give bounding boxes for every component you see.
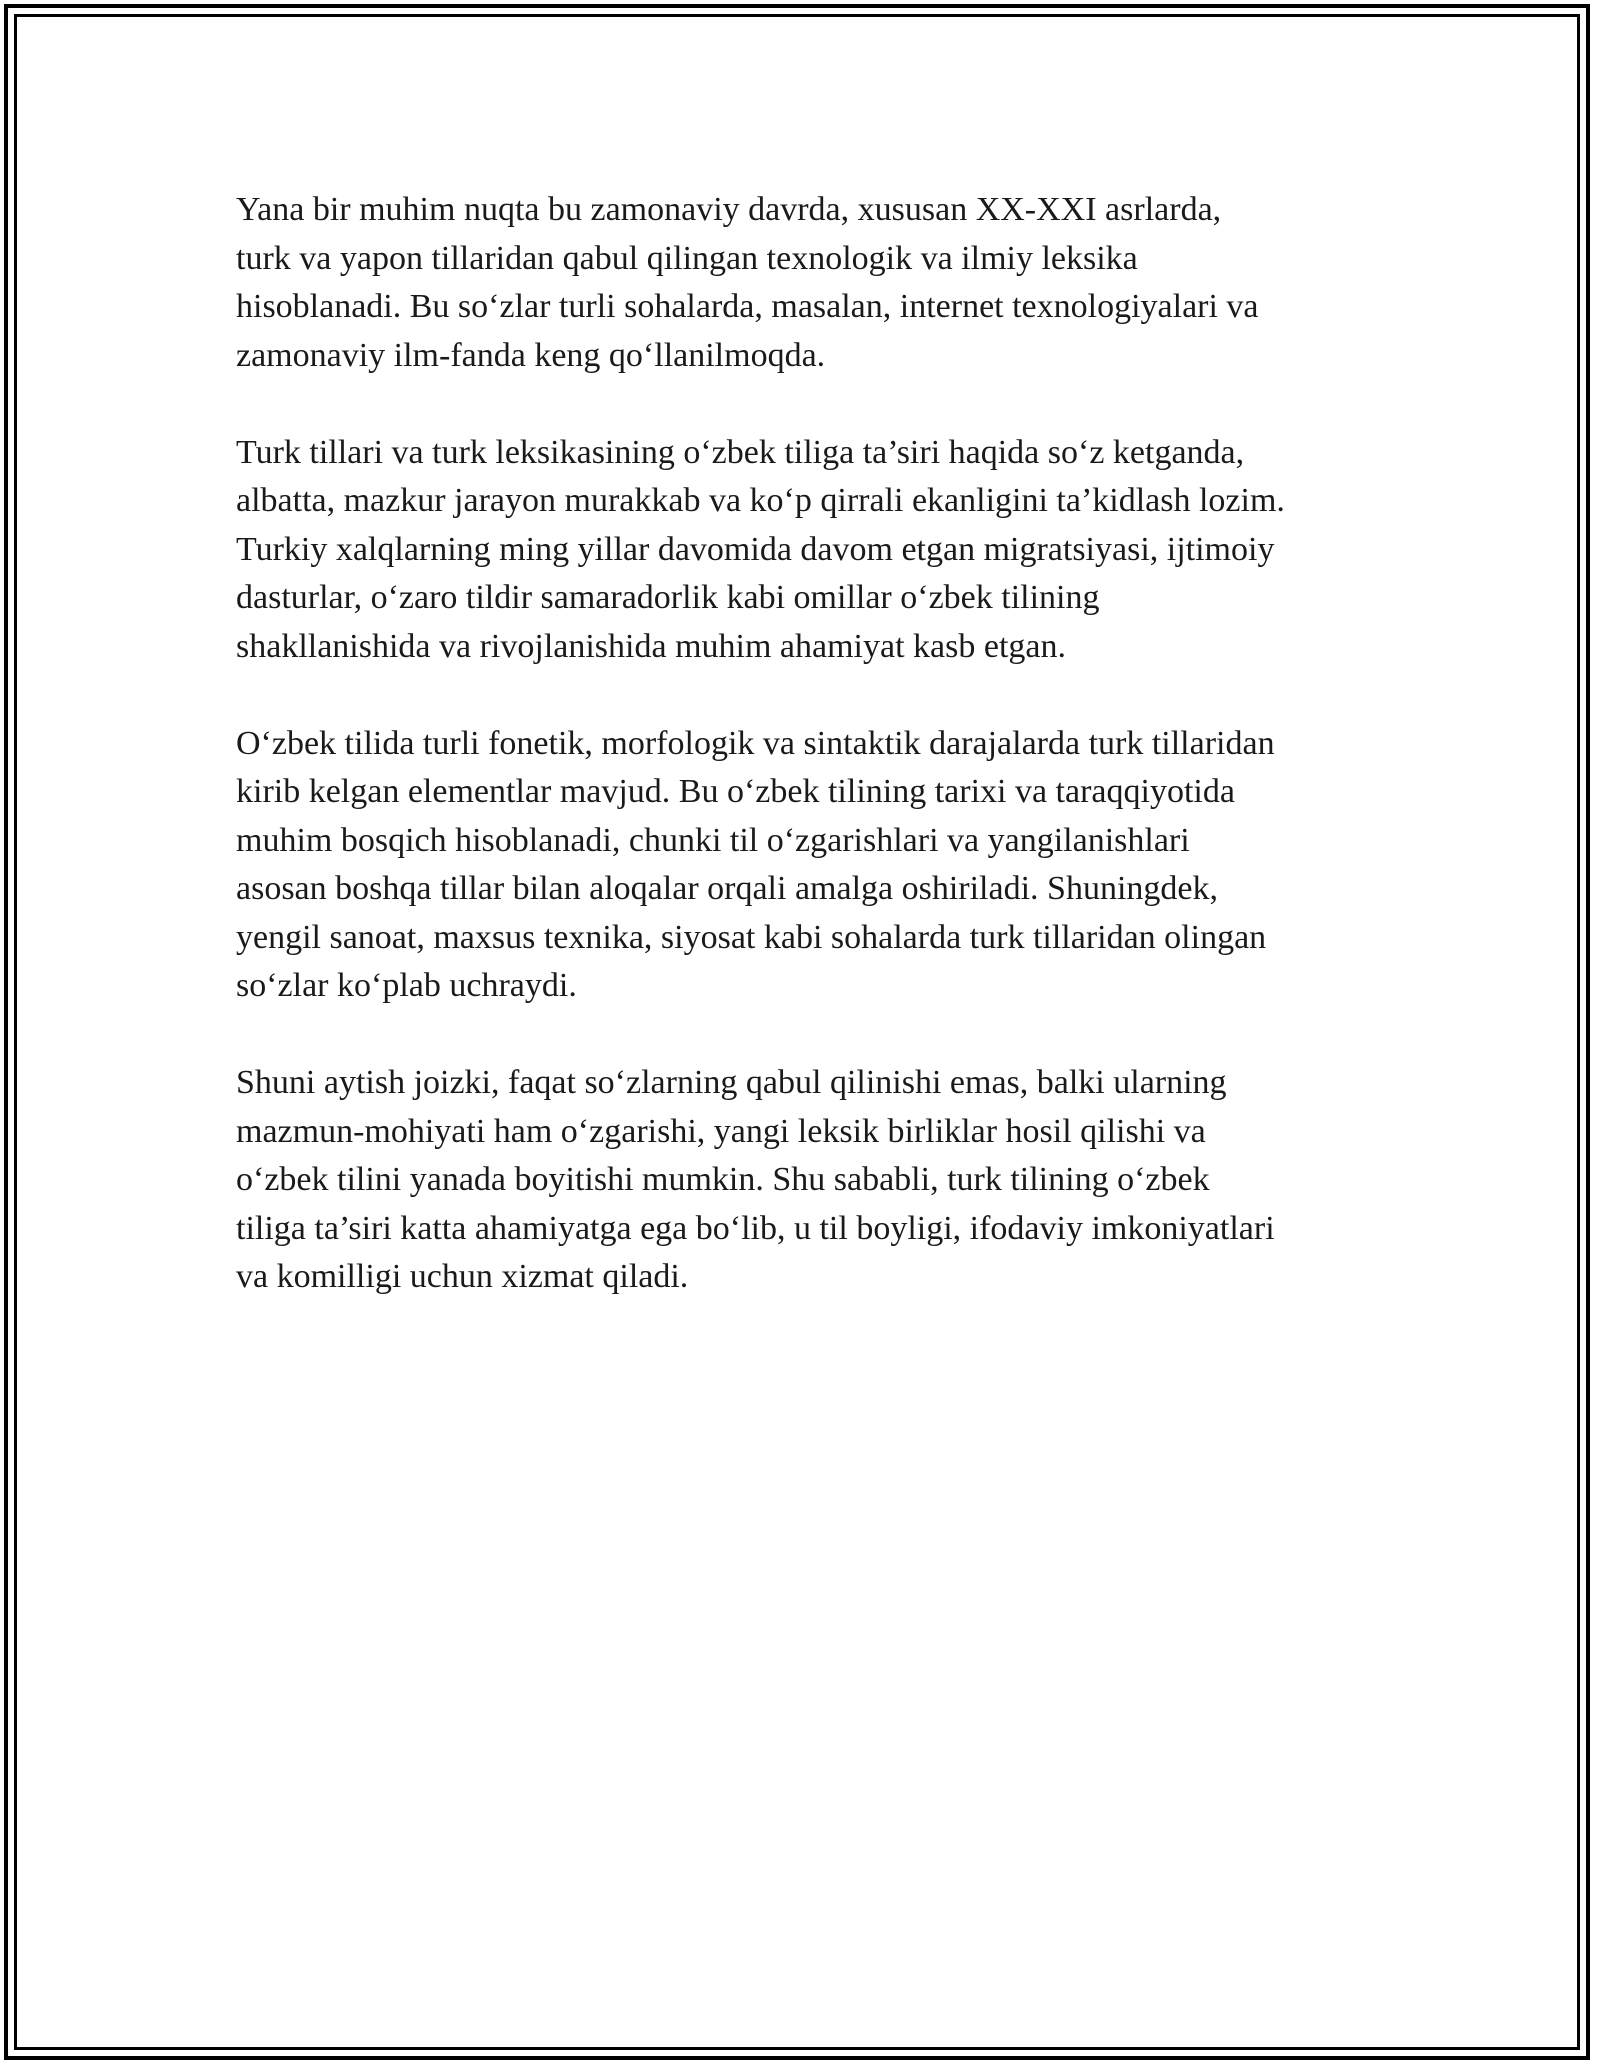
paragraph-line: o‘zbek tilini yanada boyitishi mumkin. Shu sababli, turk tilining o‘zbek (236, 1161, 1210, 1198)
paragraph-1 (236, 186, 1376, 380)
paragraph-line: Yana bir muhim nuqta bu zamonaviy davrda, xususan XX-XXI asrlarda, (236, 191, 1222, 228)
paragraph-line: va komilligi uchun xizmat qiladi. (236, 1258, 689, 1295)
paragraph-line: albatta, mazkur jarayon murakkab va ko‘p qirrali ekanligini ta’kidlash lozim. (236, 482, 1285, 519)
paragraph-line: tiliga ta’siri katta ahamiyatga ega bo‘lib, u til boyligi, ifodaviy imkoniyatlari (236, 1209, 1275, 1247)
paragraph-line: turk va yapon tillaridan qabul qilingan texnologik va ilmiy leksika (236, 239, 1138, 277)
paragraph-line: kirib kelgan elementlar mavjud. Bu o‘zbek tilining tarixi va taraqqiyotida (236, 773, 1235, 810)
paragraph-line: asosan boshqa tillar bilan aloqalar orqali amalga oshiriladi. Shuningdek, (236, 870, 1218, 907)
paragraph-line: Turkiy xalqlarning ming yillar davomida davom etgan migratsiyasi, ijtimoiy (236, 530, 1275, 568)
paragraph-line: mazmun-mohiyati ham o‘zgarishi, yangi leksik birliklar hosil qilishi va (236, 1112, 1206, 1150)
paragraph-line: muhim bosqich hisoblanadi, chunki til o‘zgarishlari va yangilanishlari (236, 821, 1190, 859)
paragraph-line: Shuni aytish joizki, faqat so‘zlarning qabul qilinishi emas, balki ularning (236, 1064, 1227, 1101)
paragraph-2 (236, 429, 1376, 672)
paragraph-line: O‘zbek tilida turli fonetik, morfologik va sintaktik darajalarda turk tillaridan (236, 724, 1275, 762)
document-body (236, 186, 1376, 1350)
paragraph-line: dasturlar, o‘zaro tildir samaradorlik kabi omillar o‘zbek tilining (236, 579, 1100, 616)
paragraph-line: shakllanishida va rivojlanishida muhim ahamiyat kasb etgan. (236, 627, 1066, 665)
paragraph-line: yengil sanoat, maxsus texnika, siyosat kabi sohalarda turk tillaridan olingan (236, 918, 1267, 956)
paragraph-line: zamonaviy ilm-fanda keng qo‘llanilmoqda. (236, 336, 826, 374)
paragraph-line: Turk tillari va turk leksikasining o‘zbek tiliga ta’siri haqida so‘z ketganda, (236, 433, 1245, 471)
paragraph-4 (236, 1059, 1376, 1302)
paragraph-line: hisoblanadi. Bu so‘zlar turli sohalarda, masalan, internet texnologiyalari va (236, 288, 1259, 325)
paragraph-3 (236, 720, 1376, 1011)
paragraph-line: so‘zlar ko‘plab uchraydi. (236, 967, 577, 1004)
